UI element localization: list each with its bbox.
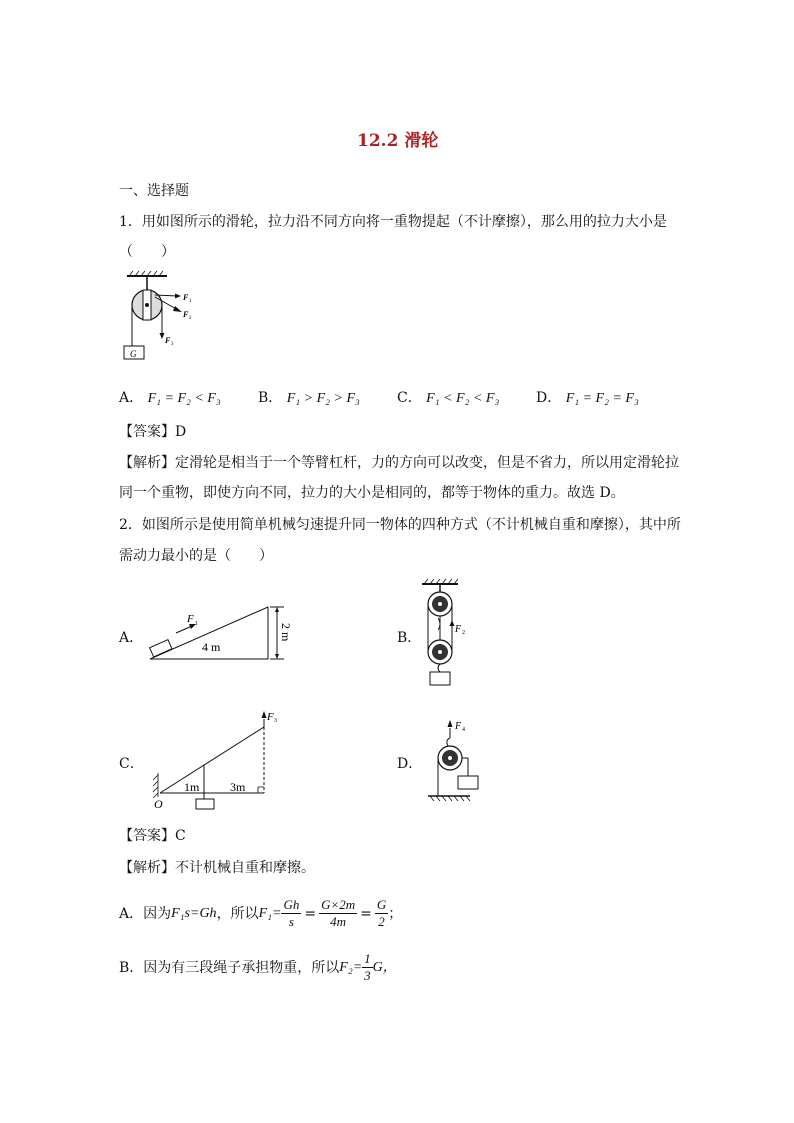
q2-answer: 【答案】C [119, 828, 186, 844]
q2-stem-line1: 2．如图所示是使用简单机械匀速提升同一物体的四种方式（不计机械自重和摩擦），其中所 [119, 517, 681, 533]
q1-stem-line2: （ ） [119, 244, 175, 260]
q1-analysis-line2: 同一个重物，即使方向不同，拉力的大小是相同的，都等于物体的重力。故选 D。 [119, 485, 625, 501]
q2-fig-c-d2: 3m [230, 780, 246, 794]
q2-fig-c-pivot: O [154, 797, 163, 811]
frac-g-over-2: $\frac{G}{2}$ [376, 897, 387, 929]
q2-fig-a-height: 2 m [279, 623, 293, 642]
q1-f2-label: F [183, 310, 189, 319]
q2-fig-b-pulley-block [412, 578, 482, 690]
svg-text:2: 2 [462, 630, 465, 636]
svg-text:4: 4 [462, 727, 465, 733]
q2-analysis-a: A．因为 F₁s=Gh ，所以 F₁= $\frac{Gh}{s}$ = $\frac{G\times 2m}{4m}$ = $\frac{G}{2}$ ； [119, 897, 403, 929]
svg-text:2: 2 [189, 316, 192, 321]
q1-answer: 【答案】D [119, 424, 187, 440]
q2-fig-a-incline [140, 603, 300, 667]
svg-text:1: 1 [189, 299, 192, 304]
q2-fig-c-lever [146, 705, 292, 811]
q2-fig-c-d1: 1m [184, 780, 200, 794]
q2-option-a-label[interactable]: A． [119, 630, 144, 646]
q1-weight-label: G [130, 349, 137, 359]
svg-text:1: 1 [195, 621, 198, 627]
q2-fig-c-force: F [267, 711, 274, 723]
q2-option-d-label[interactable]: D． [397, 756, 423, 772]
q2-option-c-label[interactable]: C． [119, 756, 144, 772]
q1-option-b[interactable]: B． F₁ > F₂ > F₃ [258, 390, 360, 406]
frac-g2m-over-4m: $\frac{G\times 2m}{4m}$ [321, 897, 356, 929]
page-title: 12.2 滑轮 [357, 131, 439, 151]
q1-f3-label: F [165, 336, 171, 345]
section-heading: 一、选择题 [119, 183, 189, 199]
q1-option-c[interactable]: C． F₁ < F₂ < F₃ [397, 390, 500, 406]
q1-pulley-figure [115, 268, 205, 364]
frac-gh-over-s: $\frac{Gh}{s}$ [283, 897, 300, 929]
q2-analysis-b: B．因为有三段绳子承担物重，所以 F₂= $\frac{1}{3}$ G， [119, 951, 397, 983]
q1-analysis-line1: 【解析】定滑轮是相当于一个等臂杠杆，力的方向可以改变，但是不省力，所以用定滑轮拉 [119, 455, 679, 471]
q2-fig-a-force: F [187, 613, 194, 625]
q2-fig-b-force: F [455, 624, 462, 635]
q1-option-d[interactable]: D． F₁ = F₂ = F₃ [536, 390, 639, 406]
q2-fig-d-movable-pulley [424, 712, 494, 804]
q1-f1-label: F [183, 293, 189, 302]
q2-fig-d-force: F [455, 721, 462, 732]
svg-text:3: 3 [274, 718, 277, 724]
q2-analysis-intro: 【解析】不计机械自重和摩擦。 [119, 860, 315, 876]
q2-fig-a-base: 4 m [202, 640, 221, 654]
svg-text:3: 3 [171, 342, 174, 347]
q1-stem-line1: 1．用如图所示的滑轮，拉力沿不同方向将一重物提起（不计摩擦），那么用的拉力大小是 [119, 214, 667, 230]
q2-stem-line2: 需动力最小的是（ ） [119, 548, 273, 564]
q2-option-b-label[interactable]: B． [397, 630, 422, 646]
frac-1-over-3: $\frac{1}{3}$ [364, 951, 371, 983]
q1-option-a[interactable]: A． F₁ = F₂ < F₃ [119, 390, 221, 406]
